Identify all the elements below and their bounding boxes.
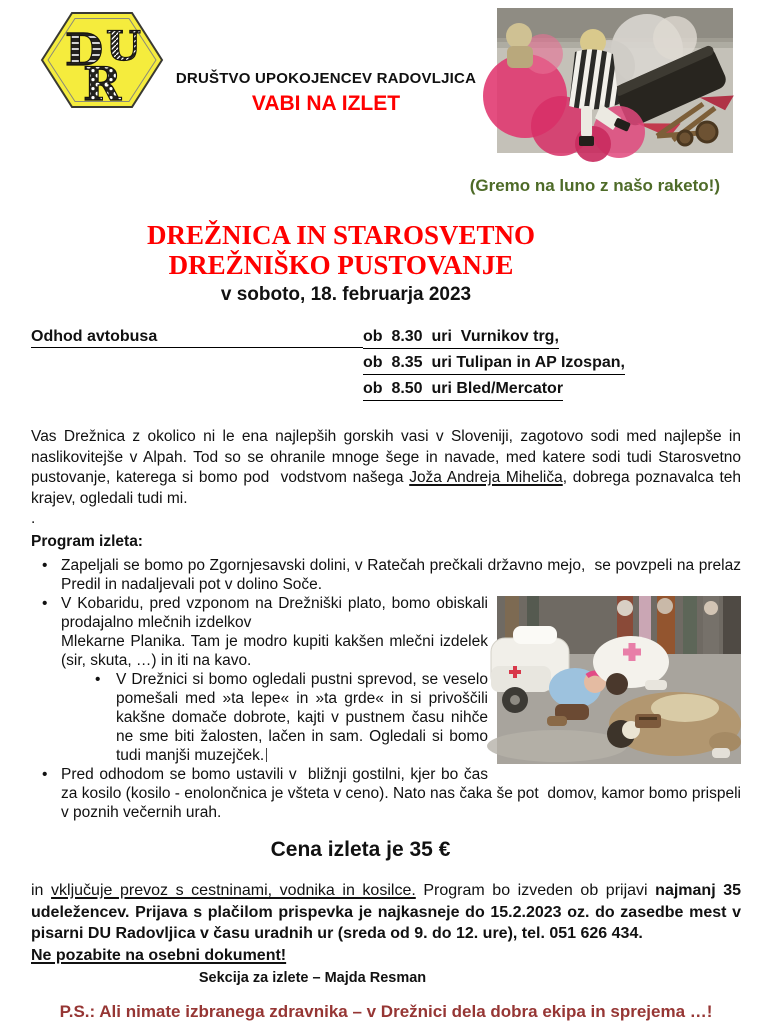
header-text: [141, 70, 511, 116]
logo-letter-u: U: [106, 23, 141, 70]
stray-dot: .: [31, 510, 36, 527]
event-title-line2: DREŽNIŠKO PUSTOVANJE: [168, 250, 514, 280]
carnival-rocket-photo: [497, 8, 733, 153]
departure-row-2: [363, 354, 741, 380]
program-bullet-2: [31, 594, 741, 670]
photo-caption: (Gremo na luno z našo raketo!): [469, 176, 720, 195]
header: [31, 8, 741, 161]
ps-line: P.S.: Ali nimate izbranega zdravnika – v Drežnici dela dobra ekipa in sprejema …!: [59, 1002, 713, 1021]
footer-included-services: vključuje prevoz s cestninami, vodnika in kosilce.: [51, 882, 416, 899]
program-bullet-2-part1: V Kobaridu, pred vzponom na Drežniški plato, bomo obiskali prodajalno mlečnih izdelkov: [61, 595, 488, 631]
departure-row-3: [363, 380, 741, 406]
program-bullet-3: • Pred odhodom se bomo ustavili v bližnji gostilni, kjer bo čas za kosilo (kosilo - enolončnica je všteta v ceno). Nato nas čaka še pot domov, kamor bomo prispeli v poznih večernih urah.: [31, 765, 741, 822]
departure-row-1: [31, 328, 741, 354]
program-subbullet-text: V Drežnici si bomo ogledali pustni sprevod, se veselo pomešali med »ta lepe« in »ta grde« in si privoščili kakšne domače dobrote, kajti v pustnem času nihče ne sme biti žalosten, lačen in sam. Ogledali si bomo tudi manjši muzejček.: [116, 671, 488, 764]
program-subbullet: [31, 670, 741, 765]
program-list: [31, 556, 746, 822]
invitation-line: VABI NA IZLET: [251, 92, 401, 115]
footer-registration-details: najmanj 35 udeležencev. Prijava s plačilom prispevka je najkasneje do 15.2.2023 oz. do zasedbe mest v pisarni DU Radovljica v času uradnih ur (sreda od 9. do 12. ure), tel. 051 626 434.: [31, 882, 742, 942]
program-bullet-2-part2: Mlekarne Planika. Tam je modro kupiti kakšen mlečni izdelek (sir, skuta, …) in iti na kavo.: [61, 633, 488, 669]
logo-letter-r: R: [83, 57, 122, 111]
departure-time-3: ob 8.50 uri Bled/Mercator: [363, 380, 563, 401]
event-title: [31, 220, 651, 280]
departure-label: Odhod avtobusa: [31, 328, 158, 345]
program-bullet-1: • Zapeljali se bomo po Zgornjesavski dolini, v Ratečah prečkali državno mejo, se povzpeli na prelaz Predil in nadaljevali pot v dolino Soče.: [31, 556, 741, 594]
document-reminder: Ne pozabite na osebni dokument!: [31, 946, 287, 964]
organization-name: DRUŠTVO UPOKOJENCEV RADOVLJICA: [175, 70, 477, 87]
footer-seg-1: in: [31, 882, 52, 899]
signature-line: Sekcija za izlete – Majda Resman: [198, 970, 427, 986]
rocket-photo-graphic: [497, 8, 733, 153]
tab-underline: [31, 347, 363, 348]
event-date: v soboto, 18. februarja 2023: [220, 284, 472, 305]
event-title-line1: DREŽNICA IN STAROSVETNO: [146, 220, 536, 250]
logo-letter-d: D: [65, 25, 104, 76]
guide-name: Joža Andreja Miheliča: [409, 469, 563, 486]
program-heading: Program izleta:: [31, 533, 143, 550]
departure-schedule: [31, 328, 741, 406]
intro-text-2: , dobrega poznavalca teh krajev, ogledali tudi mi.: [31, 469, 741, 507]
intro-text-1: Vas Drežnica z okolico ni le ena najlepših gorskih vasi v Sloveniji, zagotovo sodi med najlepše in naslikovitejše v Alpah. Tod so se ohranile mnoge šege in navade, med katere sodi tudi Starosvetno pustovanje, katerega si bomo pod vodstvom našega: [31, 428, 746, 486]
footer-seg-2: Program bo izveden ob prijavi: [415, 882, 656, 899]
intro-paragraph: [31, 427, 746, 509]
departure-time-2: ob 8.35 uri Tulipan in AP Izospan,: [363, 354, 625, 375]
registration-paragraph: [31, 880, 741, 966]
departure-time-1: ob 8.30 uri Vurnikov trg,: [363, 328, 559, 349]
price-line: Cena izleta je 35 €: [270, 838, 451, 861]
text-cursor: [266, 748, 267, 762]
